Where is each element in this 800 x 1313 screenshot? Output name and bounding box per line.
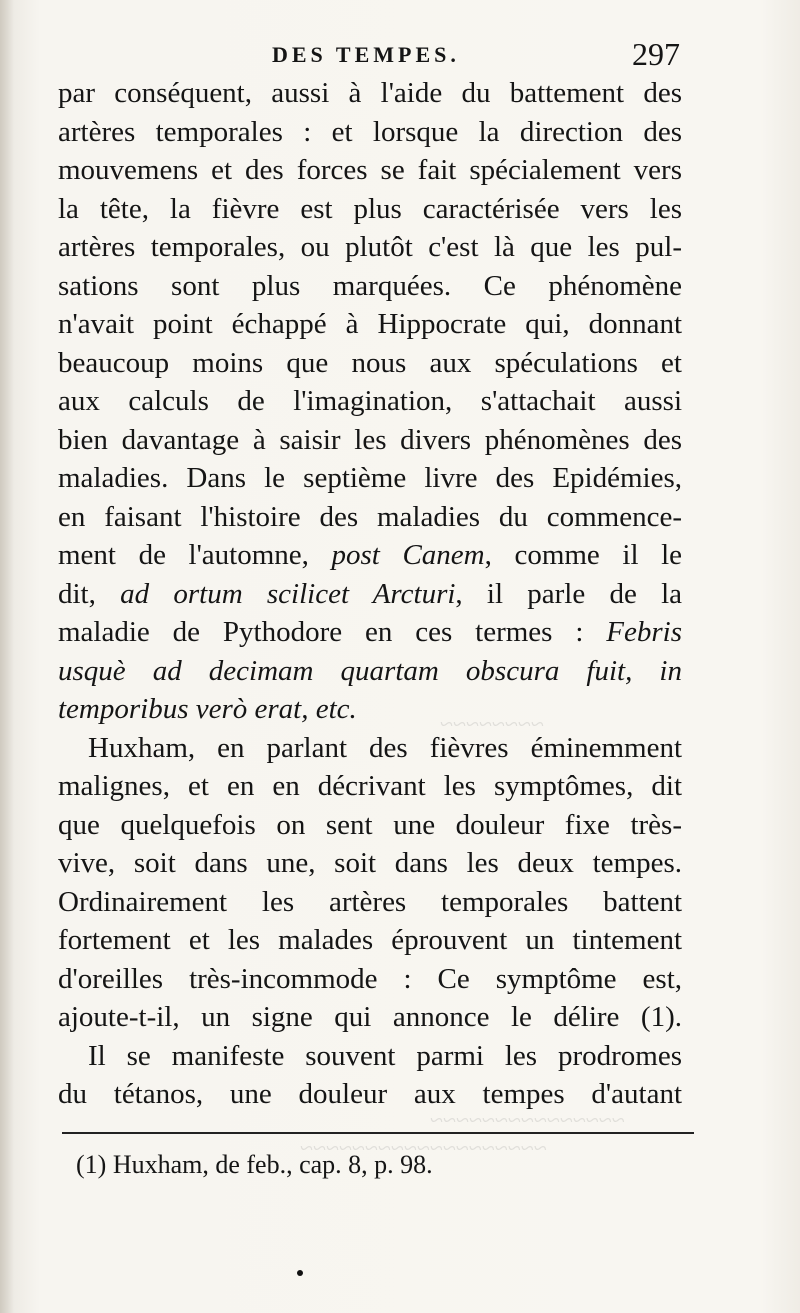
bleed-through-decoration: ~~~~~~~~ bbox=[440, 712, 544, 738]
text-line bbox=[58, 575, 682, 614]
text-run: maladie de Pythodore en ces termes : bbox=[58, 616, 607, 648]
text-line: vive, soit dans une, soit dans les deux tempes. bbox=[58, 847, 682, 879]
page-header bbox=[60, 36, 680, 76]
text-line: fortement et les malades éprouvent un tintement bbox=[58, 924, 682, 956]
paragraph-first-line: Huxham, en parlant des fièvres éminemment bbox=[88, 731, 682, 764]
footnote-rule bbox=[62, 1132, 694, 1134]
text-line: la tête, la fièvre est plus caractérisée vers les bbox=[58, 192, 682, 225]
ink-speck bbox=[297, 1270, 303, 1276]
text-line: bien davantage à saisir les divers phénomènes des bbox=[58, 423, 682, 456]
text-line: aux calculs de l'imagination, s'attachait aussi bbox=[58, 385, 682, 417]
bleed-through-decoration: ~~~~~~~~~~~~~~~~~~~ bbox=[300, 1136, 547, 1162]
text-run: , comme il le bbox=[484, 539, 683, 571]
text-line: artères temporales, ou plutôt c'est là que les pul- bbox=[58, 231, 682, 263]
text-run: , il parle de la bbox=[455, 577, 682, 610]
text-line: sations sont plus marquées. Ce phénomène bbox=[58, 269, 682, 302]
text-run: dit, bbox=[58, 577, 121, 610]
text-line: malignes, et en en décrivant les symptômes, dit bbox=[58, 770, 682, 802]
latin-phrase: Febris bbox=[606, 616, 682, 648]
text-line: artères temporales : et lorsque la direction des bbox=[58, 115, 682, 148]
text-line: beaucoup moins que nous aux spéculations et bbox=[58, 346, 682, 379]
latin-phrase: post Canem bbox=[331, 539, 485, 571]
latin-quote-line: usquè ad decimam quartam obscura fuit, in bbox=[58, 654, 682, 687]
text-line: que quelquefois on sent une douleur fixe très- bbox=[58, 808, 682, 841]
text-line: mouvemens et des forces se fait spécialement vers bbox=[58, 154, 682, 186]
paragraph-first-line: Il se manifeste souvent parmi les prodromes bbox=[88, 1039, 682, 1072]
latin-phrase: ad ortum scilicet Arcturi bbox=[120, 577, 456, 610]
text-line: maladies. Dans le septième livre des Epidémies, bbox=[58, 462, 682, 494]
footnote: (1) Huxham, de feb., cap. 8, p. 98. bbox=[76, 1150, 433, 1179]
bleed-through-decoration: ~~~~~~~~~~~~~~~ bbox=[430, 1108, 625, 1134]
text-line: en faisant l'histoire des maladies du commence- bbox=[58, 500, 682, 533]
text-line bbox=[58, 613, 682, 652]
latin-quote-line: temporibus verò erat, etc. bbox=[58, 693, 357, 725]
gutter-shadow bbox=[0, 0, 14, 1313]
text-line: par conséquent, aussi à l'aide du battement des bbox=[58, 77, 682, 109]
text-line: du tétanos, une douleur aux tempes d'autant bbox=[58, 1078, 682, 1110]
text-run: ment de l'automne, bbox=[58, 539, 332, 571]
text-line: n'avait point échappé à Hippocrate qui, donnant bbox=[58, 308, 682, 340]
text-line: Ordinairement les artères temporales battent bbox=[58, 885, 682, 918]
running-head: DES TEMPES. bbox=[272, 42, 460, 67]
page-number: 297 bbox=[632, 36, 680, 72]
text-line: ajoute-t-il, un signe qui annonce le délire (1). bbox=[58, 1001, 682, 1033]
text-line: d'oreilles très-incommode : Ce symptôme est, bbox=[58, 962, 682, 995]
text-line bbox=[58, 536, 682, 575]
body-text bbox=[58, 74, 682, 1114]
